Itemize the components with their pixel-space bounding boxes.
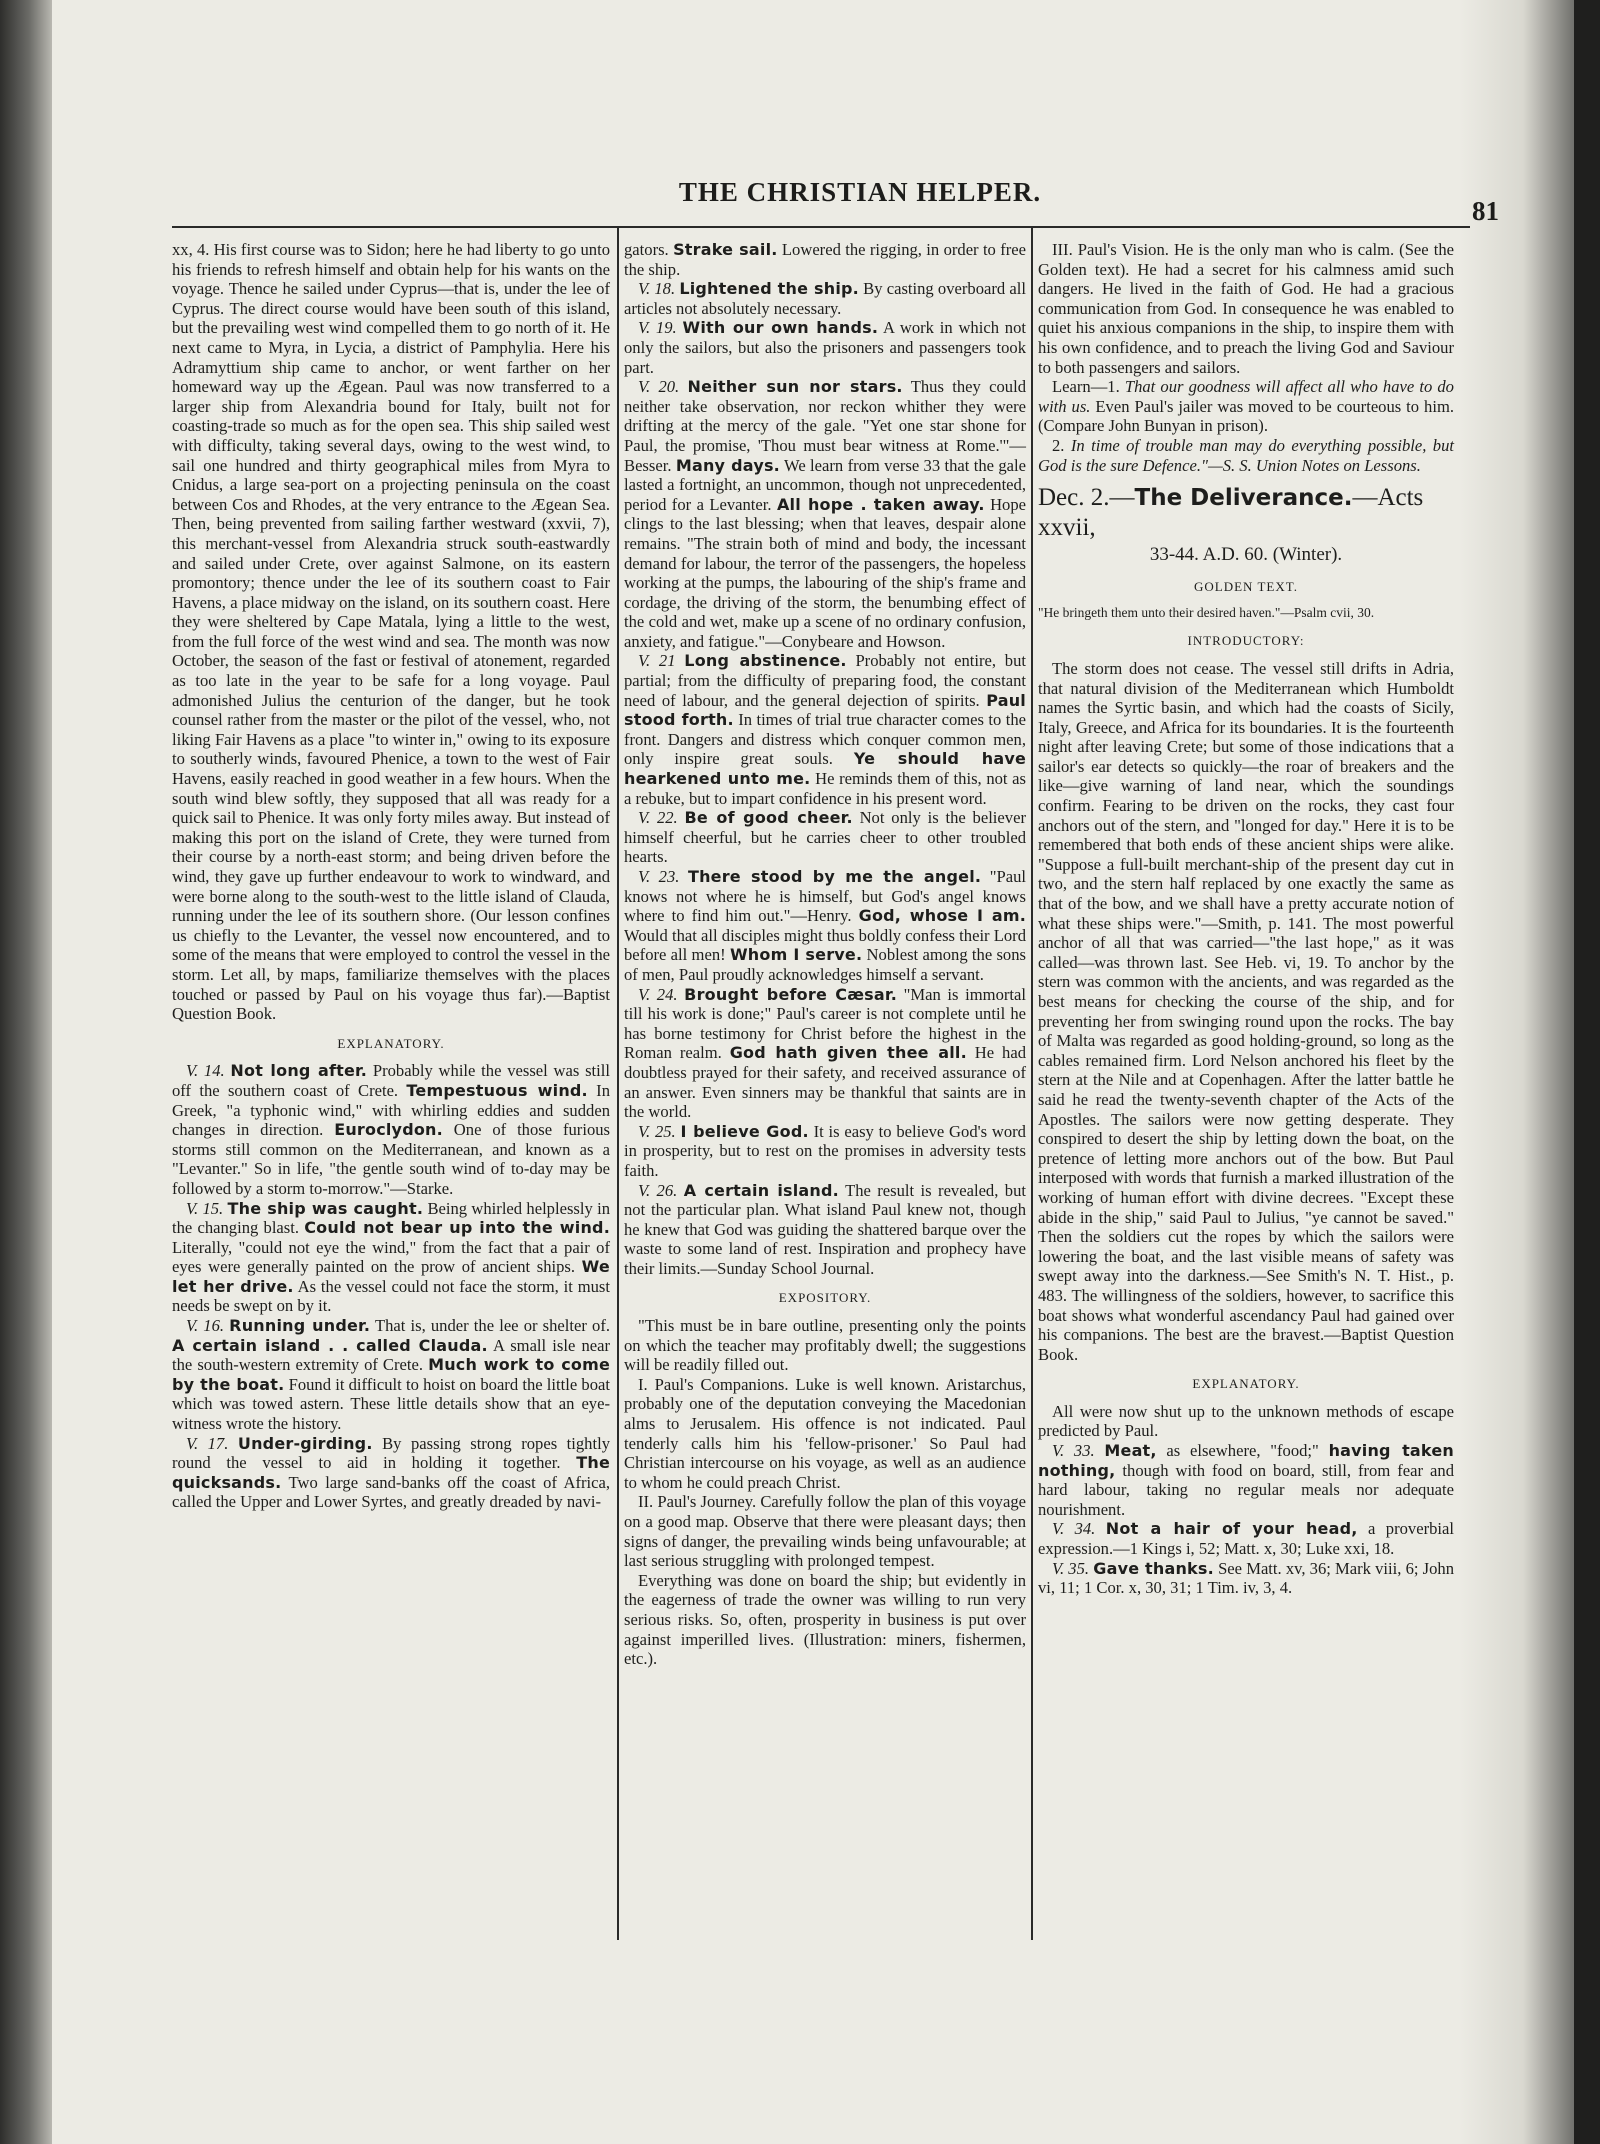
verse-22-note: V. 22. Be of good cheer. Not only is the believer himself cheerful, but he carries cheer to other troubled hearts. xyxy=(624,808,1026,867)
verse-15-note: V. 15. The ship was caught. Being whirled helplessly in the changing blast. Could not bear up into the wind. Literally, "could not eye the wind," from the fact that a pair of eyes were generally painted on the prow of ancient ships. We let her drive. As the vessel could not face the storm, it must needs be swept on by it. xyxy=(172,1198,610,1316)
verse-19-note: V. 19. With our own hands. A work in which not only the sailors, but also the prisoners and passengers took part. xyxy=(624,318,1026,377)
explanatory-heading-2: EXPLANATORY. xyxy=(1192,1376,1300,1392)
verse-33-note: V. 33. Meat, as elsewhere, "food;" having taken nothing, though with food on board, still, from fear and hard labour, taking no regular meals nor adequate nourishment. xyxy=(1038,1441,1454,1519)
verse-35-note: V. 35. Gave thanks. See Matt. xv, 36; Mark viii, 6; John vi, 11; 1 Cor. x, 30, 31; 1 Tim. iv, 3, 4. xyxy=(1038,1558,1454,1598)
verse-26-note: V. 26. A certain island. The result is revealed, but not the particular plan. What island Paul knew not, though he knew that God was guiding the shattered barque over the waste to some land of rest. Inspiration and prophecy have their limits.—Sunday School Journal. xyxy=(624,1180,1026,1278)
explanatory-heading: EXPLANATORY. xyxy=(337,1035,445,1051)
intro-paragraph: xx, 4. His first course was to Sidon; here he had liberty to go unto his friends to refresh himself and obtain help for his wants on the voyage. Thence he sailed under Cyprus—that is, under the lee of Cyprus. The direct course would have been south of this island, but the prevailing west wind compelled them to go north of it. He next came to Myra, in Lycia, a district of Pamphylia. Here his Adramyttium ship came to anchor, or went farther on her homeward way up the Ægean. Paul was now transferred to a larger ship from Alexandria bound for Italy, built not for coasting-trade so much as for the open sea. This ship sailed west with difficulty, taking several days, owing to the west wind, to sail one hundred and thirty geographical miles from Myra to Cnidus, a large sea-port on a projecting peninsula on the coast between Cos and Rhodes, at the very entrance to the Ægean Sea. Then, being prevented from sailing farther westward (xxvii, 7), this merchant-vessel from Alexandria struck south-eastwardly and sailed under Crete, over against Salmone, on its eastern promontory; thence under the lee of its southern coast to Fair Havens, a place midway on the island, on its southern coast. Here they were sheltered by Cape Matala, lying a little to the west, from the full force of the west wind and sea. The month was now October, the season of the fast or festival of atonement, regarded as too late in the year to be safe for a long voyage. Paul admonished Julius the centurion of the danger, but he took counsel rather from the master or the pilot of the vessel, who, not liking Fair Havens as a place "to winter in," owing to its exposure to southerly winds, favoured Phenice, a town to the west of Fair Havens, easily reached in good weather in a few hours. When the south wind blew softly, they supposed that all was ready for a quick sail to Phenice. It was only forty miles away. But instead of making this port on the island of Crete, they were turned from their course by a north-east storm; and being driven before the wind, they gave up further endeavour to work to windward, and were borne along to the south-west to the little island of Clauda, running under the lee of its southern shore. (Our lesson confines us chiefly to the Levanter, the vessel now encountered, and to some of the means that were employed to control the vessel in the storm. Let all, by maps, familiarize themselves with the places touched or passed by Paul on his voyage thus far).—Baptist Question Book. xyxy=(172,240,610,1024)
golden-text: "He bringeth them unto their desired haven."—Psalm cvii, 30. xyxy=(1038,605,1375,621)
expository-heading: EXPOSITORY. xyxy=(778,1290,872,1306)
lesson-title: Dec. 2.—The Deliverance.—Acts xxvii, xyxy=(1038,484,1424,542)
golden-text-heading: GOLDEN TEXT. xyxy=(1194,578,1298,594)
strake-sail-note: gators. Strake sail. Lowered the rigging, in order to free the ship. xyxy=(624,240,1026,279)
learn-point-2: 2. In time of trouble man may do everything possible, but God is the sure Defence."—S. S. Union Notes on Lessons. xyxy=(1038,435,1455,475)
column-rule-2 xyxy=(1031,228,1033,1940)
verse-34-note: V. 34. Not a hair of your head, a proverbial expression.—1 Kings i, 52; Matt. x, 30; Luke xxi, 18. xyxy=(1038,1519,1454,1559)
column-3 xyxy=(1038,240,1454,1598)
book-spine-shadow xyxy=(0,0,52,2144)
verse-20-note: V. 20. Neither sun nor stars. Thus they could neither take observation, nor reckon whither they were drifting at the mercy of the gale. "Yet one star shone for Paul, the promise, 'Thou must bear witness at Rome.'"—Besser. Many days. We learn from verse 33 that the gale lasted a fortnight, an uncommon, though not unprecedented, period for a Levanter. All hope . taken away. Hope clings to the last blessing; when that leaves, despair alone remains. "The strain both of mind and body, the incessant demand for labour, the terror of the passengers, the hopeless working at the pumps, the labouring of the ship's frame and cordage, the driving of the storm, the benumbing effect of the cold and wet, make up a scene of no ordinary confusion, anxiety, and fatigue."—Conybeare and Howson. xyxy=(624,377,1027,651)
expository-paragraph-2: I. Paul's Companions. Luke is well known. Aristarchus, probably one of the deputation conveying the Macedonian alms to Jerusalem. His offence is not indicated. Paul tenderly calls him his 'fellow-prisoner.' So Paul had Christian intercourse on his voyage, as well as an audience to whom he could preach Christ. xyxy=(624,1374,1026,1492)
page-edge-dark xyxy=(1574,0,1600,2144)
verse-24-note: V. 24. Brought before Cæsar. "Man is immortal till his work is done;" Paul's career is not complete until he has borne testimony for Christ before the highest in the Roman realm. God hath given thee all. He had doubtless prayed for their safety, and received assurance of an answer. Even sinners may be thankful that saints are in the world. xyxy=(624,984,1026,1122)
verse-18-note: V. 18. Lightened the ship. By casting overboard all articles not absolutely necessary. xyxy=(624,279,1026,318)
column-rule-1 xyxy=(617,228,619,1940)
verse-16-note: V. 16. Running under. That is, under the lee or shelter of. A certain island . . called Clauda. A small isle near the south-western extremity of Crete. Much work to come by the boat. Found it difficult to hoist on board the little boat which was towed astern. These little details show that an eye-witness wrote the history. xyxy=(172,1316,610,1434)
verse-23-note: V. 23. There stood by me the angel. "Paul knows not where he is himself, but God's angel knows where to find him out."—Henry. God, whose I am. Would that all disciples might thus boldly confess their Lord before all men! Whom I serve. Noblest among the sons of men, Paul proudly acknowledges himself a servant. xyxy=(624,867,1027,984)
page-number: 81 xyxy=(1472,196,1499,226)
column-1 xyxy=(172,240,610,1512)
running-header-title: THE CHRISTIAN HELPER. xyxy=(678,177,1042,207)
introductory-heading: INTRODUCTORY: xyxy=(1187,633,1305,649)
header-rule xyxy=(172,226,1470,228)
explanatory-lead: All were now shut up to the unknown methods of escape predicted by Paul. xyxy=(1038,1401,1454,1441)
expository-paragraph-1: "This must be in bare outline, presenting only the points on which the teacher may profitably dwell; the suggestions will be readily filled out. xyxy=(624,1316,1026,1375)
verse-17-note: V. 17. Under-girding. By passing strong ropes tightly round the vessel to aid in holding it together. The quicksands. Two large sand-banks off the coast of Africa, called the Upper and Lower Syrtes, and greatly dreaded by navi- xyxy=(172,1433,610,1512)
introductory-paragraph: The storm does not cease. The vessel still drifts in Adria, that natural division of the Mediterranean which Humboldt names the Syrtic basin, and which had the coasts of Sicily, Italy, Greece, and Africa for its boundaries. It is the fourteenth night after leaving Crete; but some of those indications that a sailor's ear detects so quickly—the roar of breakers and the like—give warning of land near, which the soundings confirm. Fearing to be driven on the rocks, they cast four anchors out of the stern, and "longed for day." Here it is to be remembered that both ends of these ancient ships were alike. "Suppose a full-built merchant-ship of the present day cut in two, and the stern half replaced by one exactly the same as that of the bow, and we shall have a pretty accurate notion of what these ships were."—Smith, p. 141. The most powerful anchor of all that was carried—"the last hope," as it was called—was thrown last. See Heb. vi, 19. To anchor by the stern was common with the ancients, and was regarded as the best means for checking the course of the ship, and for preventing her from swinging round upon the rocks. The bay of Malta was regarded as good holding-ground, so long as the cables remained firm. Lord Nelson anchored his fleet by the stern at the Nile and at Copenhagen. After the latter battle he said he read the twenty-seventh chapter of the Acts of the Apostles. The sailors were now getting desperate. They conspired to desert the ship by letting down the boat, on the pretence of letting more anchors out of the bow. But Paul interposed with words that furnish a marked illustration of the working of human effort with divine decrees. "Except these abide in the ship," said Paul to Julius, "ye cannot be saved." Then the soldiers cut the ropes by which the sailors were lowering the boat, and the last visible means of safety was swept away into the darkness.—See Smith's N. T. Hist., p. 483. The willingness of the soldiers, however, to sacrifice this boat shows what wonderful ascendancy Paul had gained over his companions. The best are the bravest.—Baptist Question Book. xyxy=(1038,658,1454,1364)
verse-21-note: V. 21 Long abstinence. Probably not entire, but partial; from the difficulty of preparing food, the constant need of labour, and the general dejection of spirits. Paul stood forth. In times of trial true character comes to the front. Dangers and distress which conquer common men, only inspire great souls. Ye should have hearkened unto me. He reminds them of this, not as a rebuke, but to impart confidence in his present word. xyxy=(624,651,1027,808)
column-2 xyxy=(624,240,1026,1669)
pauls-vision-paragraph: III. Paul's Vision. He is the only man who is calm. (See the Golden text). He had a secret for his calmness amid such dangers. He lived in the faith of God. He had a gracious communication from God. In consequence he was enabled to quiet his anxious companions in the ship, to inspire them with his own confidence, and to preach the living God and Saviour to both passengers and sailors. xyxy=(1038,240,1454,377)
expository-paragraph-4: Everything was done on board the ship; but evidently in the eagerness of trade the owner was willing to run very serious risks. So, often, prosperity in business is put over against imperilled lives. (Illustration: miners, fishermen, etc.). xyxy=(624,1570,1026,1669)
lesson-subtitle: 33-44. A.D. 60. (Winter). xyxy=(1149,544,1343,566)
expository-paragraph-3: II. Paul's Journey. Carefully follow the plan of this voyage on a good map. Observe that there were pleasant days; then signs of danger, the prevailing winds being unfavourable; at last serious struggling with prolonged tempest. xyxy=(624,1492,1026,1571)
verse-25-note: V. 25. I believe God. It is easy to believe God's word in prosperity, but to rest on the promises in adversity tests faith. xyxy=(624,1121,1026,1180)
verse-14-note: V. 14. Not long after. Probably while the vessel was still off the southern coast of Crete. Tempestuous wind. In Greek, "a typhonic wind," with whirling eddies and sudden changes in direction. Euroclydon. One of those furious storms still common on the Mediterranean, and known as a "Levanter." So in life, "the gentle south wind of to-day may be followed by a storm to-morrow."—Starke. xyxy=(172,1061,610,1198)
learn-point-1: Learn—1. That our goodness will affect all who have to do with us. Even Paul's jailer was moved to be courteous to him. (Compare John Bunyan in prison). xyxy=(1038,377,1454,436)
